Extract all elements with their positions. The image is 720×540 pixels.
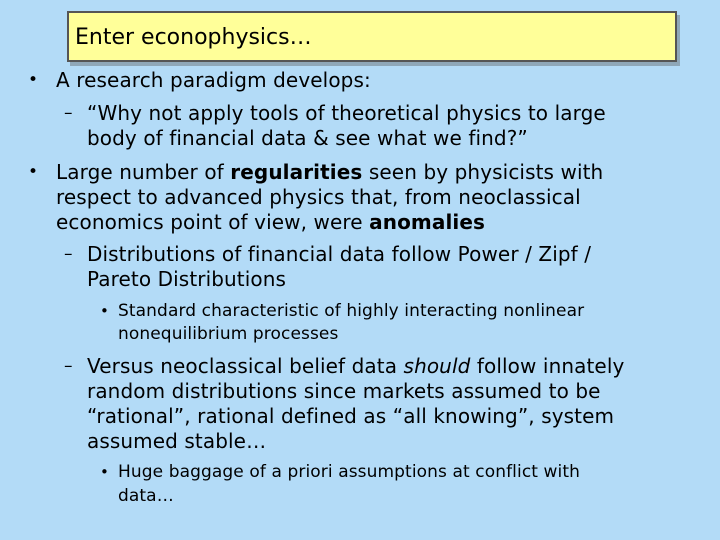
bullet-icon: • xyxy=(28,70,39,90)
sub-bullet-versus-line3: “rational”, rational defined as “all knowing”, system xyxy=(87,404,615,428)
text-segment: follow innately xyxy=(470,354,625,378)
italic-should: should xyxy=(403,354,471,378)
bullet-icon: • xyxy=(100,302,109,320)
dash-icon: – xyxy=(64,356,73,376)
bullet-icon: • xyxy=(100,463,109,481)
bullet-regularities-line3 xyxy=(56,210,485,234)
sub-sub-bullet-baggage-line2: data… xyxy=(118,486,174,506)
sub-bullet-versus-line2: random distributions since markets assumed to be xyxy=(87,379,601,403)
sub-sub-bullet-baggage-line1: Huge baggage of a priori assumptions at conflict with xyxy=(118,462,581,482)
bullet-research-paradigm: A research paradigm develops: xyxy=(56,68,371,92)
slide-title-box xyxy=(67,11,677,62)
sub-bullet-distributions-line2: Pareto Distributions xyxy=(87,267,287,291)
bullet-icon: • xyxy=(28,162,39,182)
sub-bullet-why-line1: “Why not apply tools of theoretical physics to large xyxy=(87,101,606,125)
text-segment: Large number of xyxy=(56,160,231,184)
text-segment: seen by physicists with xyxy=(362,160,604,184)
text-segment: Versus neoclassical belief data xyxy=(87,354,404,378)
sub-bullet-versus-line4: assumed stable… xyxy=(87,429,267,453)
bold-anomalies: anomalies xyxy=(369,210,486,234)
dash-icon: – xyxy=(64,244,73,264)
bullet-regularities-line1 xyxy=(56,160,603,184)
sub-bullet-versus-line1 xyxy=(87,354,624,378)
sub-sub-bullet-standard-line1: Standard characteristic of highly interacting nonlinear xyxy=(118,301,585,321)
slide-title: Enter econophysics… xyxy=(75,25,312,50)
sub-sub-bullet-standard-line2: nonequilibrium processes xyxy=(118,324,339,344)
text-segment: economics point of view, were xyxy=(56,210,370,234)
sub-bullet-why-line2: body of financial data & see what we find?” xyxy=(87,126,528,150)
sub-bullet-distributions-line1: Distributions of financial data follow Power / Zipf / xyxy=(87,242,592,266)
bullet-regularities-line2: respect to advanced physics that, from neoclassical xyxy=(56,185,581,209)
bold-regularities: regularities xyxy=(230,160,363,184)
dash-icon: – xyxy=(64,103,73,123)
